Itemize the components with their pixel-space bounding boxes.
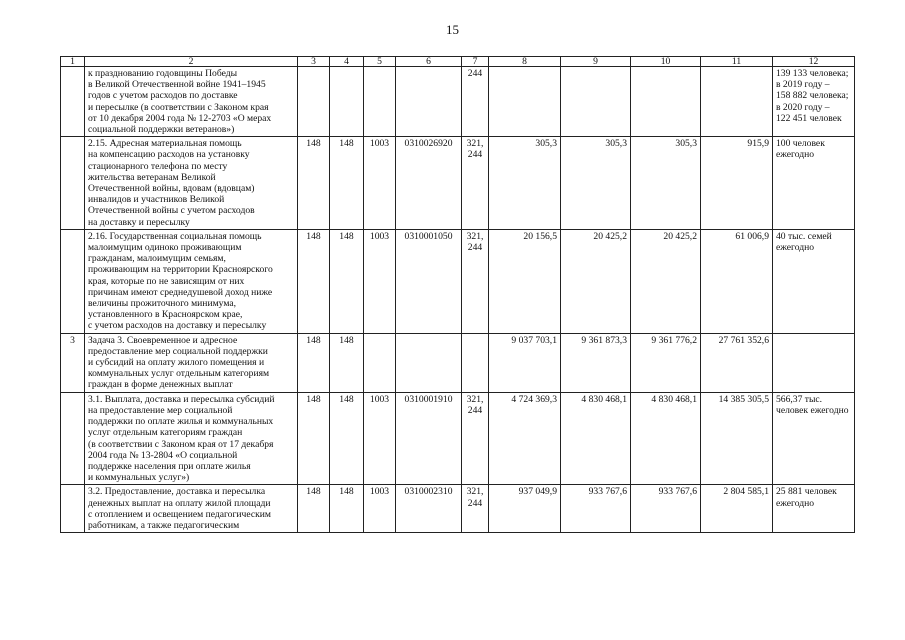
expected-result-cell xyxy=(773,333,855,392)
measure-name-cell: 2.16. Государственная социальная помощь малоимущим одиноко проживающим гражданам, малоимущим семьям, проживающим на территории Красноярского края, которые по не зависящим от них причинам имеют среднедушевой доход ниже величины прожиточного минимума, установленного в Красноярском крае, с учетом расходов на доставку и пересылку xyxy=(85,229,298,333)
expected-result-cell: 40 тыс. семей ежегодно xyxy=(773,229,855,333)
amount-cell: 20 156,5 xyxy=(489,229,561,333)
amount-cell xyxy=(489,67,561,137)
row-number-cell xyxy=(61,137,85,230)
column-number-header-row xyxy=(61,57,855,67)
target-article-cell: 0310002310 xyxy=(396,485,462,533)
column-header: 5 xyxy=(364,57,396,67)
amount-cell: 9 037 703,1 xyxy=(489,333,561,392)
amount-cell: 9 361 873,3 xyxy=(561,333,631,392)
grbs-code-cell: 148 xyxy=(330,333,364,392)
row-number-cell: 3 xyxy=(61,333,85,392)
amount-cell: 305,3 xyxy=(489,137,561,230)
row-number-cell xyxy=(61,67,85,137)
target-article-cell: 0310001050 xyxy=(396,229,462,333)
section-code-cell xyxy=(364,67,396,137)
amount-cell: 4 724 369,3 xyxy=(489,392,561,485)
expense-type-cell xyxy=(462,333,489,392)
total-cell: 2 804 585,1 xyxy=(701,485,773,533)
target-article-cell: 0310001910 xyxy=(396,392,462,485)
expense-type-cell: 321, 244 xyxy=(462,137,489,230)
column-header: 10 xyxy=(631,57,701,67)
table-row xyxy=(61,137,855,230)
expected-result-cell: 139 133 человека; в 2019 году – 158 882 человека; в 2020 году – 122 451 человек xyxy=(773,67,855,137)
column-header: 6 xyxy=(396,57,462,67)
column-header: 3 xyxy=(298,57,330,67)
target-article-cell xyxy=(396,67,462,137)
row-number-cell xyxy=(61,229,85,333)
amount-cell xyxy=(561,67,631,137)
table-row xyxy=(61,485,855,533)
measure-name-cell: к празднованию годовщины Победы в Великой Отечественной войне 1941–1945 годов с учетом расходов по доставке и пересылке (в соответствии с Законом края от 10 декабря 2004 года № 12-2703 «О мерах социальной поддержки ветеранов») xyxy=(85,67,298,137)
amount-cell: 937 049,9 xyxy=(489,485,561,533)
amount-cell: 4 830 468,1 xyxy=(561,392,631,485)
column-header: 2 xyxy=(85,57,298,67)
grbs-code-cell: 148 xyxy=(298,333,330,392)
amount-cell: 305,3 xyxy=(631,137,701,230)
column-header: 1 xyxy=(61,57,85,67)
total-cell: 27 761 352,6 xyxy=(701,333,773,392)
expense-type-cell: 321, 244 xyxy=(462,229,489,333)
column-header: 8 xyxy=(489,57,561,67)
amount-cell xyxy=(631,67,701,137)
amount-cell: 20 425,2 xyxy=(631,229,701,333)
expense-type-cell: 321, 244 xyxy=(462,392,489,485)
section-code-cell: 1003 xyxy=(364,485,396,533)
section-code-cell: 1003 xyxy=(364,137,396,230)
row-number-cell xyxy=(61,485,85,533)
grbs-code-cell: 148 xyxy=(298,137,330,230)
expense-type-cell: 244 xyxy=(462,67,489,137)
grbs-code-cell: 148 xyxy=(298,392,330,485)
expense-type-cell: 321, 244 xyxy=(462,485,489,533)
grbs-code-cell: 148 xyxy=(330,485,364,533)
expected-result-cell: 566,37 тыс. человек ежегодно xyxy=(773,392,855,485)
grbs-code-cell xyxy=(298,67,330,137)
budget-table xyxy=(60,56,855,533)
total-cell: 915,9 xyxy=(701,137,773,230)
grbs-code-cell: 148 xyxy=(330,137,364,230)
table-row xyxy=(61,229,855,333)
column-header: 4 xyxy=(330,57,364,67)
table-row xyxy=(61,392,855,485)
total-cell: 61 006,9 xyxy=(701,229,773,333)
amount-cell: 20 425,2 xyxy=(561,229,631,333)
grbs-code-cell: 148 xyxy=(298,229,330,333)
target-article-cell: 0310026920 xyxy=(396,137,462,230)
column-header: 12 xyxy=(773,57,855,67)
measure-name-cell: Задача 3. Своевременное и адресное предоставление мер социальной поддержки и субсидий на оплату жилого помещения и коммунальных услуг отдельным категориям граждан в форме денежных выплат xyxy=(85,333,298,392)
grbs-code-cell: 148 xyxy=(330,392,364,485)
amount-cell: 933 767,6 xyxy=(631,485,701,533)
expected-result-cell: 100 человек ежегодно xyxy=(773,137,855,230)
target-article-cell xyxy=(396,333,462,392)
column-header: 7 xyxy=(462,57,489,67)
amount-cell: 4 830 468,1 xyxy=(631,392,701,485)
column-header: 11 xyxy=(701,57,773,67)
grbs-code-cell xyxy=(330,67,364,137)
column-header: 9 xyxy=(561,57,631,67)
measure-name-cell: 3.1. Выплата, доставка и пересылка субсидий на предоставление мер социальной поддержки по оплате жилья и коммунальных услуг отдельным категориям граждан (в соответствии с Законом края от 17 декабря 2004 года № 13-2804 «О социальной поддержке населения при оплате жилья и коммунальных услуг») xyxy=(85,392,298,485)
amount-cell: 933 767,6 xyxy=(561,485,631,533)
section-code-cell: 1003 xyxy=(364,392,396,485)
table-row xyxy=(61,67,855,137)
grbs-code-cell: 148 xyxy=(298,485,330,533)
total-cell: 14 385 305,5 xyxy=(701,392,773,485)
grbs-code-cell: 148 xyxy=(330,229,364,333)
amount-cell: 305,3 xyxy=(561,137,631,230)
section-code-cell xyxy=(364,333,396,392)
amount-cell: 9 361 776,2 xyxy=(631,333,701,392)
section-code-cell: 1003 xyxy=(364,229,396,333)
table-row xyxy=(61,333,855,392)
total-cell xyxy=(701,67,773,137)
measure-name-cell: 2.15. Адресная материальная помощь на компенсацию расходов на установку стационарного телефона по месту жительства ветеранам Великой Отечественной войны, вдовам (вдовцам) инвалидов и участников Великой Отечественной войны с учетом расходов на доставку и пересылку xyxy=(85,137,298,230)
expected-result-cell: 25 881 человек ежегодно xyxy=(773,485,855,533)
measure-name-cell: 3.2. Предоставление, доставка и пересылка денежных выплат на оплату жилой площади с отоплением и освещением педагогическим работникам, а также педагогическим xyxy=(85,485,298,533)
row-number-cell xyxy=(61,392,85,485)
page-number: 15 xyxy=(446,22,459,37)
